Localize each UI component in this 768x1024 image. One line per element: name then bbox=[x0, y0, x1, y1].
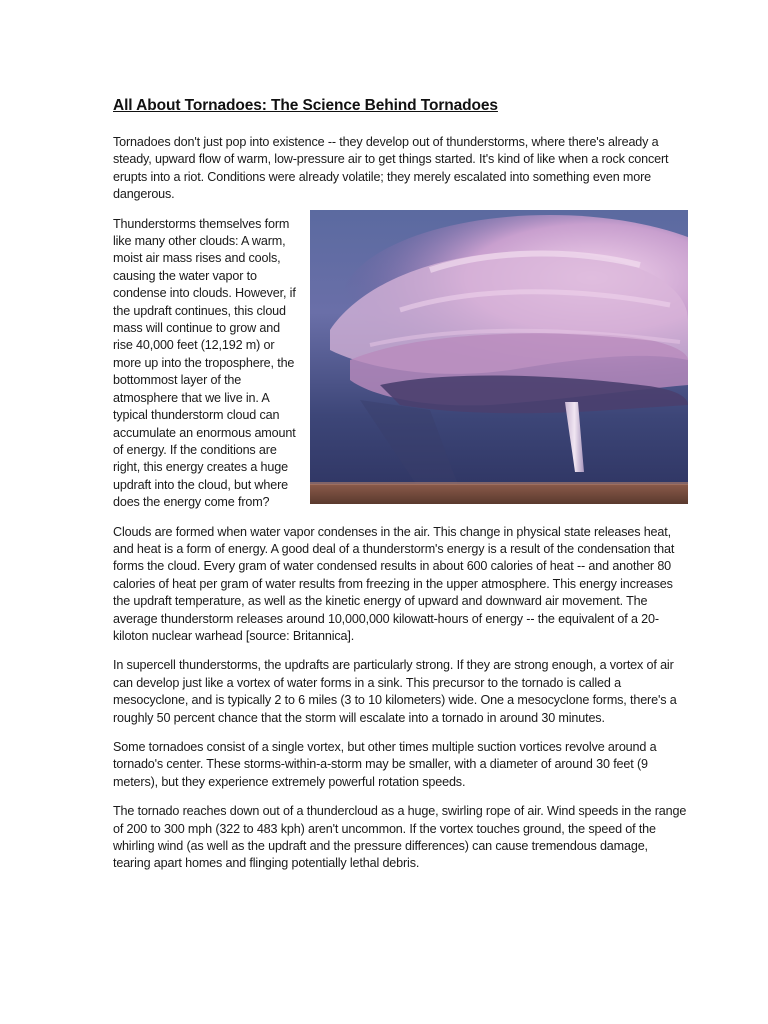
tornado-photo bbox=[310, 210, 688, 504]
paragraph-intro: Tornadoes don't just pop into existence -- they develop out of thunderstorms, where there's already a steady, upward flow of warm, low-pressure air to get things started. It's kind of like when a rock concert erupts into a riot. Conditions were already volatile; they merely escalated into something even more dangerous. bbox=[113, 135, 669, 202]
article-title: All About Tornadoes: The Science Behind Tornadoes bbox=[113, 97, 498, 114]
tornado-photo-illustration bbox=[310, 210, 688, 504]
document-page bbox=[113, 90, 688, 873]
paragraph-mesocyclone: In supercell thunderstorms, the updrafts are particularly strong. If they are strong enough, a vortex of air can develop just like a vortex of water forms in a sink. This precursor to the tornado is called a mesocyclone, and is typically 2 to 6 miles (3 to 10 kilometers) wide. One a mesocyclone forms, there's a roughly 50 percent chance that the storm will escalate into a tornado in around 30 minutes. bbox=[113, 658, 677, 725]
paragraph-thunderstorms: Thunderstorms themselves form like many other clouds: A warm, moist air mass rises and cools, causing the water vapor to condense into clouds. However, if the updraft continues, this cloud mass will continue to grow and rise 40,000 feet (12,192 m) or more up into the troposphere, the bottommost layer of the atmosphere that we live in. A typical thunderstorm cloud can accumulate an enormous amount of energy. If the conditions are right, this energy creates a huge updraft into the cloud, but where does the energy come from? bbox=[113, 216, 296, 510]
paragraph-wind-speeds: The tornado reaches down out of a thundercloud as a huge, swirling rope of air. Wind speeds in the range of 200 to 300 mph (322 to 483 kph) aren't uncommon. If the vortex touches ground, the speed of the whirling wind (as well as the updraft and the pressure differences) can cause tremendous damage, tearing apart homes and flinging potentially lethal debris. bbox=[113, 804, 687, 871]
paragraph-vortices: Some tornadoes consist of a single vortex, but other times multiple suction vortices revolve around a tornado's center. These storms-within-a-storm may be smaller, with a diameter of around 30 feet (9 meters), but they experience extremely powerful rotation speeds. bbox=[113, 740, 657, 789]
paragraph-energy: Clouds are formed when water vapor condenses in the air. This change in physical state releases heat, and heat is a form of energy. A good deal of a thunderstorm's energy is a result of the condensation that forms the cloud. Every gram of water condensed results in about 600 calories of heat -- and another 80 calories of heat per gram of water results from freezing in the upper atmosphere. This energy increases the updraft temperature, as well as the kinetic energy of upward and downward air movement. The average thunderstorm releases around 10,000,000 kilowatt-hours of energy -- the equivalent of a 20-kiloton nuclear warhead [source: Britannica]. bbox=[113, 524, 675, 643]
